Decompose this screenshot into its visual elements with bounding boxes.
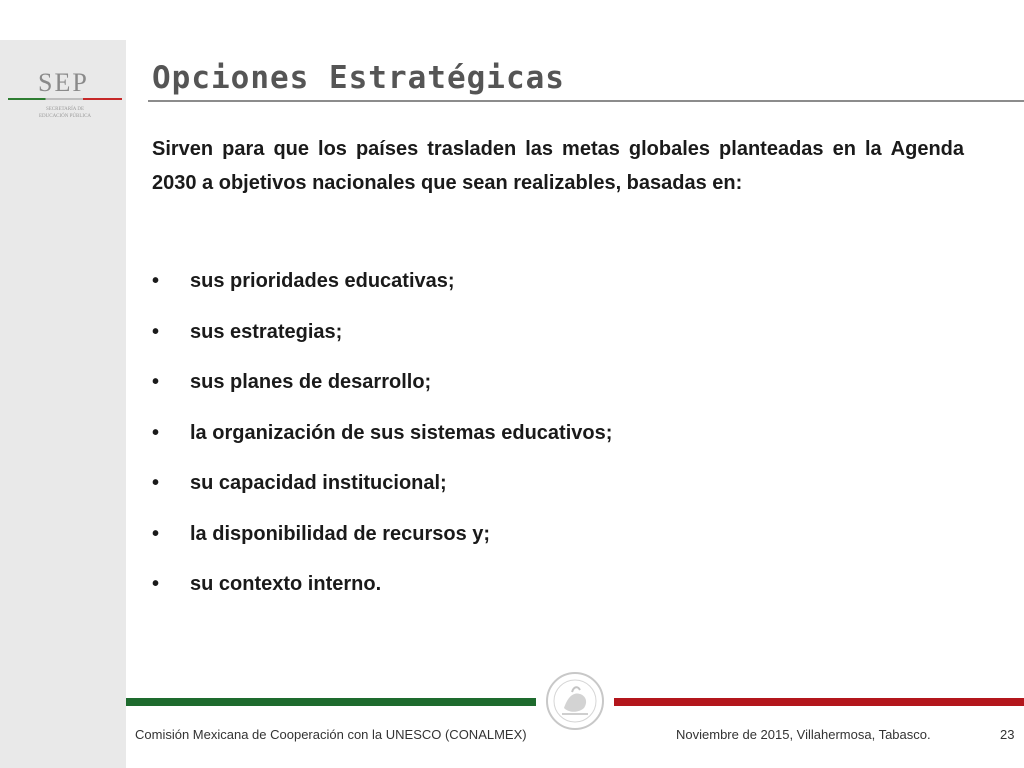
bullet-text: la disponibilidad de recursos y;	[190, 522, 491, 545]
mexico-seal-icon	[544, 670, 606, 732]
logo-subtitle	[8, 106, 122, 120]
bullet-icon: •	[152, 270, 160, 292]
bullet-text: su contexto interno.	[190, 573, 382, 595]
list-item	[152, 315, 612, 366]
slide-title: Opciones Estratégicas	[152, 60, 565, 96]
bullet-text: sus planes de desarrollo;	[190, 371, 432, 393]
bullet-icon: •	[152, 421, 160, 444]
bullet-icon: •	[152, 320, 160, 343]
footer-date-location: Noviembre de 2015, Villahermosa, Tabasco.	[676, 727, 931, 742]
logo-subtitle-line2: EDUCACIÓN PÚBLICA	[38, 114, 92, 119]
list-item	[152, 567, 612, 618]
footer-organization: Comisión Mexicana de Cooperación con la UNESCO (CONALMEX)	[135, 727, 527, 742]
agenda-emphasis: Agenda 2030	[152, 138, 964, 194]
bullet-icon: •	[152, 522, 160, 545]
bullet-text: la organización de sus sistemas educativos;	[190, 421, 613, 444]
intro-text-2: a objetivos nacionales que sean realizables, basadas en:	[196, 172, 743, 194]
intro-paragraph	[152, 132, 964, 200]
list-item	[152, 517, 612, 568]
page-number: 23	[1000, 727, 1015, 742]
bullet-icon: •	[152, 371, 160, 393]
intro-text-1: Sirven para que los países trasladen las metas globales planteadas en la	[152, 138, 891, 160]
logo-tricolor-line	[8, 98, 122, 100]
bullet-text: sus estrategias;	[190, 320, 343, 343]
bullet-icon: •	[152, 573, 160, 595]
bullet-text: sus prioridades educativas;	[190, 270, 455, 292]
list-item	[152, 365, 612, 416]
bullet-text: su capacidad institucional;	[190, 472, 447, 494]
footer-red-band	[614, 698, 1024, 706]
bullet-list	[152, 264, 612, 618]
list-item	[152, 416, 612, 467]
title-divider	[148, 100, 1024, 102]
footer-green-band	[126, 698, 536, 706]
logo-subtitle-line1: SECRETARÍA DE	[45, 107, 85, 112]
list-item	[152, 264, 612, 315]
sidebar-panel	[0, 40, 126, 768]
sep-logo: SEP	[38, 68, 89, 97]
bullet-icon: •	[152, 472, 160, 494]
list-item	[152, 466, 612, 517]
